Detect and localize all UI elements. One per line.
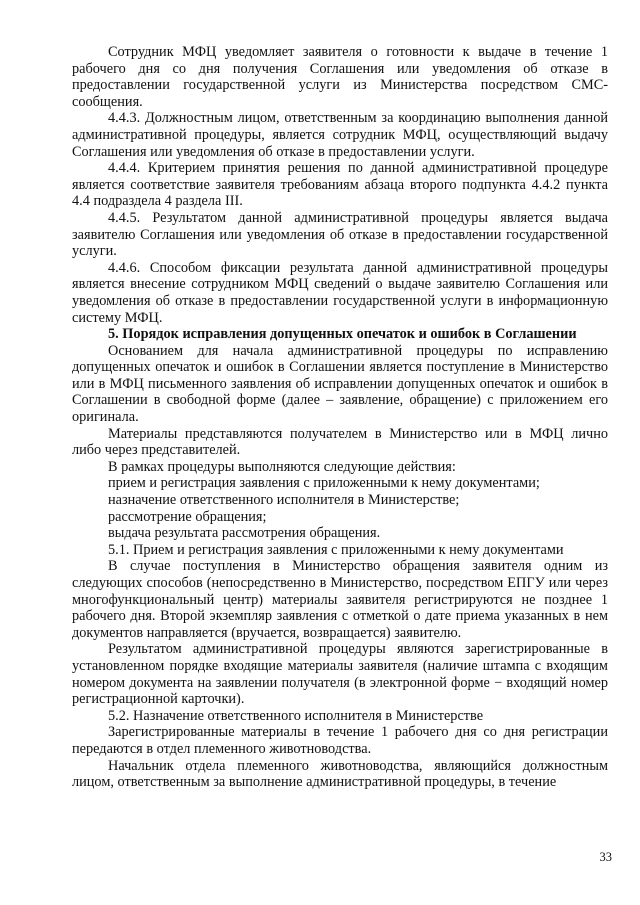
list-item-action-4: выдача результата рассмотрения обращения. (108, 525, 381, 542)
paragraph-5-2-transfer: Зарегистрированные материалы в течение 1 рабочего дня со дня регистрации передаются в отдел племенного животноводства. (72, 724, 608, 757)
paragraph-4-4-3: 4.4.3. Должностным лицом, ответственным за координацию выполнения данной административной процедуры, является сотрудник МФЦ, осуществляющий выдачу Соглашения или уведомления об отказе в предоставлении услуги. (72, 110, 608, 160)
document-body (72, 44, 608, 791)
list-item-action-3: рассмотрение обращения; (108, 508, 267, 525)
subsection-5-2-heading: 5.2. Назначение ответственного исполнителя в Министерстве (108, 707, 484, 724)
paragraph-materials: Материалы представляются получателем в Министерство или в МФЦ лично либо через представителей. (72, 425, 608, 459)
section-5-heading: 5. Порядок исправления допущенных опечаток и ошибок в Соглашении (108, 326, 577, 343)
paragraph-actions-intro: В рамках процедуры выполняются следующие действия: (108, 458, 456, 475)
subsection-5-1-heading: 5.1. Прием и регистрация заявления с приложенными к нему документами (108, 541, 564, 558)
paragraph-4-4-6: 4.4.6. Способом фиксации результата данной административной процедуры является внесение сотрудником МФЦ сведений о выдаче заявителю Соглашения или уведомления об отказе в предоставлении государственной услуги в информационную систему МФЦ. (72, 259, 608, 326)
paragraph-grounds: Основанием для начала административной процедуры по исправлению допущенных опечаток и ошибок в Соглашении является поступление в Министерство или в МФЦ письменного заявления об исправлении допущенных опечаток и ошибок в Соглашении в свободной форме (далее – заявление, обращение) с приложением его оригинала. (72, 342, 608, 426)
paragraph-mfc-notification: Сотрудник МФЦ уведомляет заявителя о готовности к выдаче в течение 1 рабочего дня со дня получения Соглашения или уведомления об отказе в предоставлении государственной услуги из Министерства посредством СМС-сообщения. (72, 44, 608, 110)
paragraph-4-4-4: 4.4.4. Критерием принятия решения по данной административной процедуре является соответствие заявителя требованиям абзаца второго подпункта 4.4.2 пункта 4.4 подраздела 4 раздела III. (72, 160, 608, 210)
paragraph-4-4-5: 4.4.5. Результатом данной административной процедуры является выдача заявителю Соглашения или уведомления об отказе в предоставлении государственной услуги. (72, 209, 608, 260)
list-item-action-1: прием и регистрация заявления с приложенными к нему документами; (108, 475, 540, 492)
paragraph-5-2-head: Начальник отдела племенного животноводства, являющийся должностным лицом, ответственным за выполнение административной процедуры, в течение (72, 757, 608, 791)
paragraph-5-1-receipt: В случае поступления в Министерство обращения заявителя одним из следующих способов (непосредственно в Министерство, посредством ЕПГУ или через многофункциональный центр) материалы заявителя регистрируются не позднее 1 рабочего дня. Второй экземпляр заявления с отметкой о дате приема указанных в нем документов направляется (вручается, возвращается) заявителю. (72, 558, 608, 641)
page-number: 33 (599, 850, 612, 864)
list-item-action-2: назначение ответственного исполнителя в Министерстве; (108, 492, 460, 509)
paragraph-5-1-result: Результатом административной процедуры являются зарегистрированные в установленном порядке входящие материалы заявителя (наличие штампа с входящим номером документа на заявлении получателя (в электронной форме − входящий номер регистрационной карточки). (72, 641, 608, 708)
